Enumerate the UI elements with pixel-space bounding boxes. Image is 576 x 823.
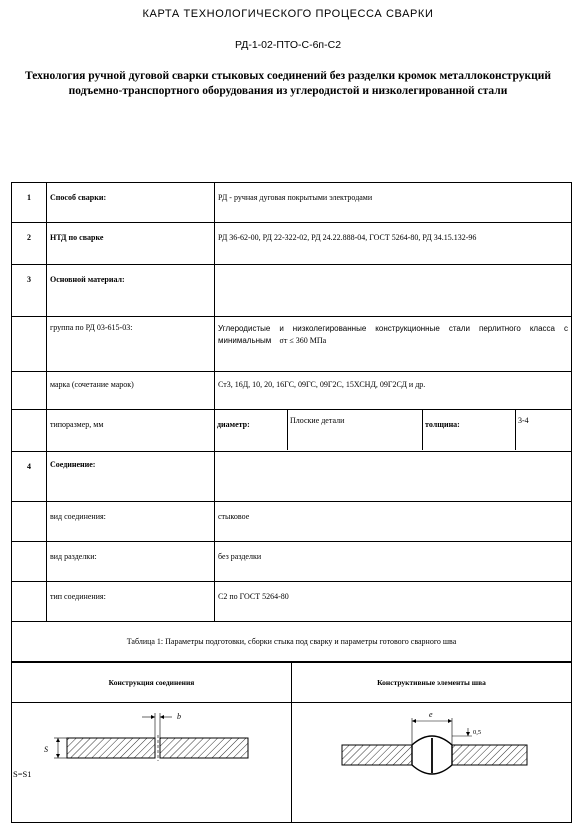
row-value: С2 по ГОСТ 5264-80 <box>215 582 572 622</box>
row-label: группа по РД 03-615-03: <box>47 317 215 372</box>
reinforcement-dim-label: 0,5 <box>473 729 482 736</box>
row-number: 3 <box>12 265 47 317</box>
row-number: 4 <box>12 452 47 502</box>
diameter-value: Плоские детали <box>288 410 423 450</box>
row-value <box>215 265 572 317</box>
row-label: Основной материал: <box>47 265 215 317</box>
yield-strength-formula: σт ≤ 360 МПа <box>279 336 327 345</box>
row-material-group <box>12 317 572 372</box>
card-code: РД-1-02-ПТО-С-6п-С2 <box>234 39 342 51</box>
row-base-material <box>12 265 572 317</box>
diameter-label: диаметр: <box>215 410 288 450</box>
card-title: КАРТА ТЕХНОЛОГИЧЕСКОГО ПРОЦЕССА СВАРКИ <box>142 8 434 20</box>
card-subject: Технология ручной дуговой сварки стыковых соединений без разделки кромок металлоконструкций подъемно-транспортного оборудования из углеродистой и низколегированной стали <box>25 70 551 97</box>
row-label: марка (сочетание марок) <box>47 372 215 410</box>
row-preparation <box>12 542 572 582</box>
row-label: тип соединения: <box>47 582 215 622</box>
thickness-note: S=S1 <box>13 769 32 779</box>
weld-elements-sketch <box>292 703 572 823</box>
row-label: типоразмер, мм <box>47 410 215 452</box>
table1-caption: Таблица 1: Параметры подготовки, сборки стыка под сварку и параметры готового сварного шва <box>12 622 572 662</box>
row-joint-type <box>12 582 572 622</box>
column-header-weld-elements: Конструктивные элементы шва <box>292 663 572 703</box>
row-value: без разделки <box>215 542 572 582</box>
row-value <box>215 317 572 372</box>
process-table <box>11 182 572 662</box>
thickness-value: 3-4 <box>518 416 529 425</box>
row-ntd <box>12 223 572 265</box>
gap-dim-label: b <box>177 712 181 721</box>
row-label: НТД по сварке <box>47 223 215 265</box>
row-joint-kind <box>12 502 572 542</box>
row-grade <box>12 372 572 410</box>
group-description: Углеродистые и низколегированные конструкционные стали перлитного класса с минимальным <box>218 324 568 345</box>
right-plate <box>160 738 248 758</box>
row-number: 2 <box>12 223 47 265</box>
row-value: Ст3, 16Д, 10, 20, 16ГС, 09ГС, 09Г2С, 15ХСНД, 09Г2СД и др. <box>215 372 572 410</box>
weld-section-drawing <box>292 703 572 818</box>
thickness-label: толщина: <box>423 410 516 450</box>
butt-joint-drawing <box>12 703 292 818</box>
width-dim-label: e <box>429 710 433 719</box>
row-value: стыковое <box>215 502 572 542</box>
joint-design-sketch <box>12 703 292 823</box>
row-joint <box>12 452 572 502</box>
row-number: 1 <box>12 183 47 223</box>
table1-caption-row <box>12 622 572 662</box>
row-value: РД - ручная дуговая покрытыми электродами <box>215 183 572 223</box>
column-header-joint-design: Конструкция соединения <box>12 663 292 703</box>
row-label: Соединение: <box>47 452 215 502</box>
row-welding-method <box>12 183 572 223</box>
thickness-dim-label: S <box>44 745 48 754</box>
row-label: Способ сварки: <box>47 183 215 223</box>
row-value: РД 36-62-00, РД 22-322-02, РД 24.22.888-04, ГОСТ 5264-80, РД 34.15.132-96 <box>215 223 572 265</box>
left-plate <box>67 738 155 758</box>
table1 <box>11 662 572 823</box>
row-size <box>12 410 572 452</box>
row-label: вид соединения: <box>47 502 215 542</box>
row-label: вид разделки: <box>47 542 215 582</box>
row-value <box>215 452 572 502</box>
